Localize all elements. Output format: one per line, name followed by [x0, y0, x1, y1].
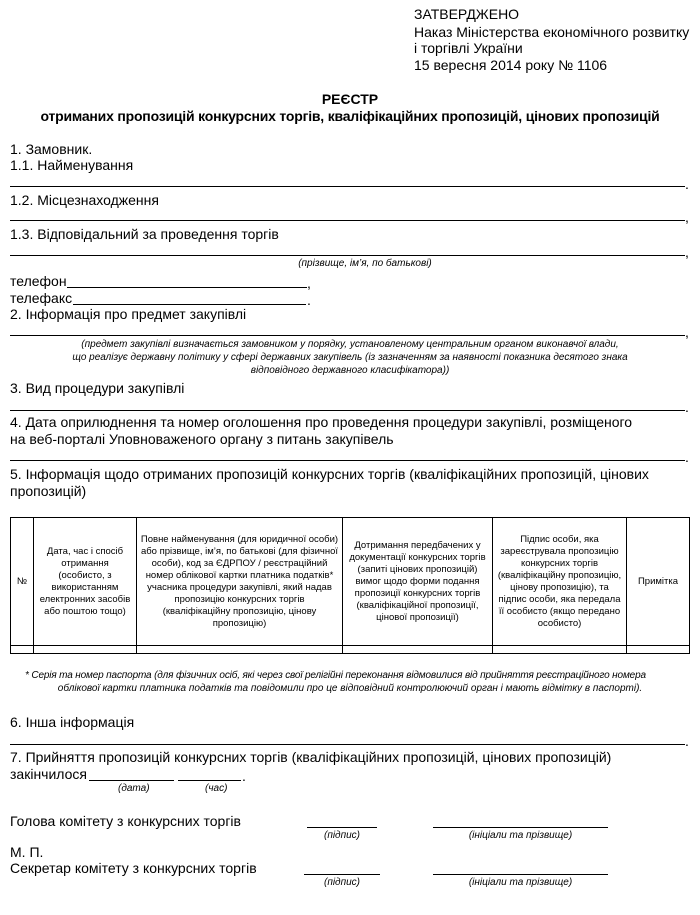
secretary-label: Секретар комітету з конкурсних торгів [10, 860, 257, 876]
approval-title: ЗАТВЕРДЖЕНО [414, 6, 520, 22]
table-cell[interactable] [343, 646, 493, 654]
section-1-1-label: 1.1. Найменування [10, 157, 134, 173]
col-signature-header: Підпис особи, яка зареєструвала пропозицію конкурсних торгів (кваліфікаційну пропозицію, цінову пропозицію), та підпис особи, яка передала її особисто (якщо передано особисто) [493, 518, 627, 646]
subject-hint-2: що реалізує державну політику у сфері державних закупівель (із зазначенням за наявності показника десятого знака [72, 352, 628, 363]
approval-line-2: і торгівлі України [414, 40, 523, 56]
section-4-line-1: 4. Дата оприлюднення та номер оголошення про проведення процедури закупівлі, розміщеного [10, 414, 633, 430]
name-field-line[interactable] [10, 186, 685, 187]
subject-hint-3: відповідного державного класифікатора)) [250, 365, 450, 376]
fax-field-line[interactable] [73, 304, 306, 305]
secretary-name-line[interactable] [433, 874, 608, 875]
col-note-header: Примітка [627, 518, 690, 646]
phone-label: телефон [10, 273, 67, 289]
procedure-field-line[interactable] [10, 410, 685, 411]
subject-field-line[interactable] [10, 335, 685, 336]
section-4-line-2: на веб-порталі Уповноваженого органу з питань закупівель [10, 431, 394, 447]
col-compliance-header: Дотримання передбачених у документації конкурсних торгів (запиті цінових пропозицій) вимог щодо форми подання пропозиції конкурсних торгів (кваліфікаційної пропозиції, цінової пропозиції) [343, 518, 493, 646]
section-5-line-2: пропозицій) [10, 483, 87, 499]
table-header-row [11, 518, 690, 646]
section-1-2-label: 1.2. Місцезнаходження [10, 192, 159, 208]
time-hint: (час) [205, 783, 228, 794]
approval-line-1: Наказ Міністерства економічного розвитку [414, 24, 690, 40]
footnote-line-2: облікової картки платника податків та повідомили про це відповідний контролюючий орган і мають відмітку в паспорті). [57, 683, 643, 694]
section-2-heading: 2. Інформація про предмет закупівлі [10, 306, 247, 322]
secretary-name-hint: (ініціали та прізвище) [468, 877, 573, 888]
head-name-hint: (ініціали та прізвище) [468, 830, 573, 841]
closing-date-line[interactable] [89, 780, 174, 781]
approval-line-3: 15 вересня 2014 року № 1106 [414, 57, 608, 73]
head-signature-hint: (підпис) [324, 830, 360, 841]
register-table [10, 517, 690, 654]
table-row [11, 646, 690, 654]
responsible-field-line[interactable] [10, 255, 685, 256]
footnote-line-1: * Серія та номер паспорта (для фізичних осіб, які через свої релігійні переконання відмовилися від прийняття реєстраційного номера [25, 670, 646, 681]
table-cell[interactable] [493, 646, 627, 654]
date-hint: (дата) [118, 783, 150, 794]
location-field-line[interactable] [10, 220, 685, 221]
secretary-signature-hint: (підпис) [324, 877, 360, 888]
responsible-hint: (прізвище, ім’я, по батькові) [298, 258, 432, 269]
col-participant-header: Повне найменування (для юридичної особи) або прізвище, ім’я, по батькові (для фізичної особи), код за ЄДРПОУ / реєстраційний номер облікової картки платника податків* учасника процедури закупівлі, який надав пропозицію конкурсних торгів (кваліфікаційну пропозицію, цінову пропозицію) [137, 518, 343, 646]
document-subtitle: отриманих пропозицій конкурсних торгів, кваліфікаційних пропозицій, цінових пропозицій [40, 108, 660, 124]
table-cell[interactable] [137, 646, 343, 654]
announcement-field-line[interactable] [10, 460, 685, 461]
fax-label: телефакс [10, 290, 73, 306]
other-info-field-line[interactable] [10, 744, 685, 745]
stamp-label: М. П. [10, 844, 44, 860]
col-number-header: № [11, 518, 34, 646]
table-cell[interactable] [34, 646, 137, 654]
table-cell[interactable] [627, 646, 690, 654]
section-5-line-1: 5. Інформація щодо отриманих пропозицій конкурсних торгів (кваліфікаційних пропозицій, цінових [10, 466, 649, 482]
phone-field-line[interactable] [67, 287, 307, 288]
section-3-heading: 3. Вид процедури закупівлі [10, 380, 185, 396]
committee-head-label: Голова комітету з конкурсних торгів [10, 813, 241, 829]
closing-time-line[interactable] [178, 780, 241, 781]
section-6-heading: 6. Інша інформація [10, 714, 135, 730]
head-name-line[interactable] [433, 827, 608, 828]
subject-hint-1: (предмет закупівлі визначається замовником у порядку, установленому центральним органом виконавчої влади, [81, 339, 619, 350]
table-cell[interactable] [11, 646, 34, 654]
section-7-line-1: 7. Прийняття пропозицій конкурсних торгів (кваліфікаційних пропозицій, цінових пропозицій) [10, 749, 612, 765]
document-title: РЕЄСТР [321, 91, 379, 107]
secretary-signature-line[interactable] [304, 874, 380, 875]
col-date-header: Дата, час і спосіб отримання (особисто, з використанням електронних засобів або поштою тощо) [34, 518, 137, 646]
section-1-heading: 1. Замовник. [10, 141, 93, 157]
section-1-3-label: 1.3. Відповідальний за проведення торгів [10, 226, 279, 242]
head-signature-line[interactable] [307, 827, 377, 828]
section-7-line-2: закінчилося [10, 766, 87, 782]
